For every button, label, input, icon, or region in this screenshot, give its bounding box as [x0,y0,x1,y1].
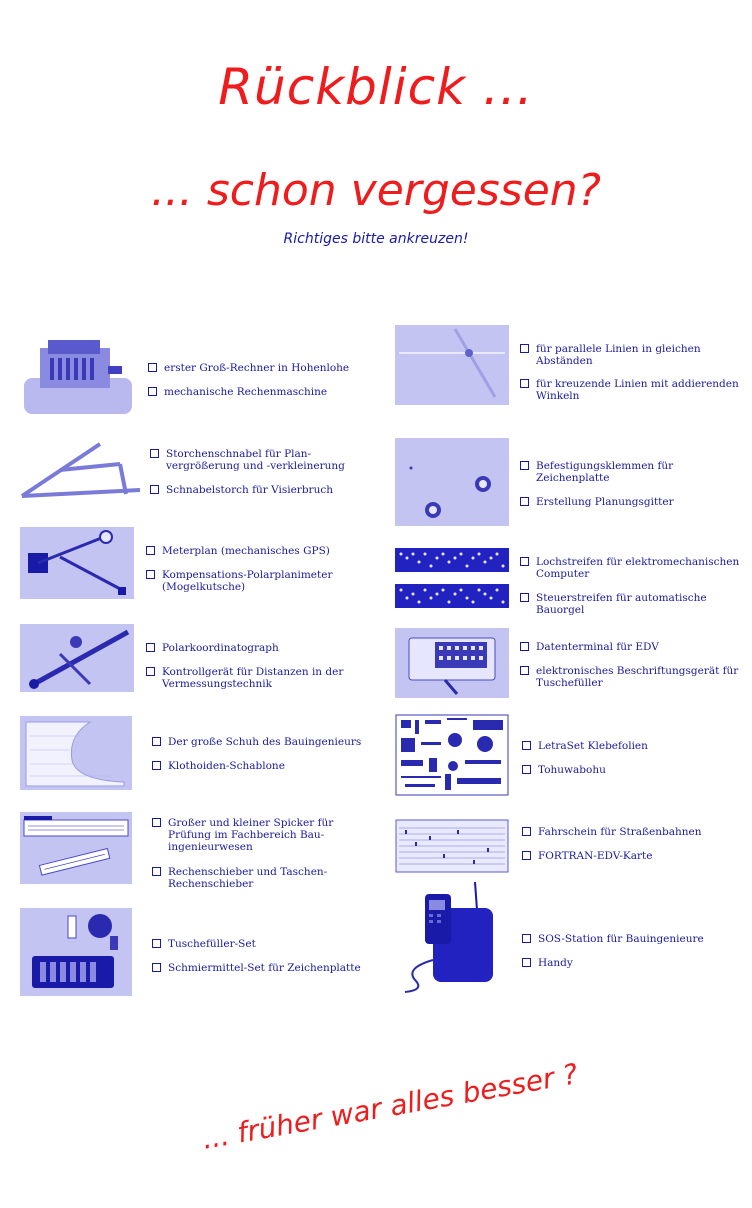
letraset-image [395,714,509,796]
option-item[interactable]: Klothoiden-Schablone [152,760,378,772]
option-item[interactable]: Fahrschein für Straßenbahnen [522,826,750,838]
checkbox[interactable] [522,765,531,774]
option-item[interactable]: FORTRAN-EDV-Karte [522,850,750,862]
option-item[interactable]: Lochstreifen für elektromechanischen Computer [520,556,752,580]
instruction-text: Richtiges bitte ankreuzen! [283,231,469,247]
handy-image [395,880,509,998]
datenterminal-image [395,628,509,698]
option-item[interactable]: Kontrollgerät für Distanzen in der Vermessungstechnik [146,666,372,690]
option-item[interactable]: Steuerstreifen für automatische Bauorgel [520,592,752,616]
parallel-lineal-image [395,325,509,405]
checkbox[interactable] [152,867,161,876]
checkbox[interactable] [520,557,529,566]
storchenschnabel-image [20,440,142,500]
option-item[interactable]: Tuschefüller-Set [152,938,378,950]
checkbox[interactable] [150,485,159,494]
option-item[interactable]: mechanische Rechenmaschine [148,386,374,398]
option-item[interactable]: Meterplan (mechanisches GPS) [146,545,372,557]
option-item[interactable]: Erstellung Planungsgitter [520,496,748,508]
option-item[interactable]: für parallele Linien in gleichen Abständen [520,343,748,367]
checkbox[interactable] [522,958,531,967]
option-item[interactable]: Tohuwabohu [522,764,750,776]
checkbox[interactable] [520,344,529,353]
option-item[interactable]: Großer und kleiner Spicker für Prüfung im Fachbereich Bau-ingenieurwesen [152,817,368,853]
checkbox[interactable] [152,737,161,746]
checkbox[interactable] [522,851,531,860]
checkbox[interactable] [146,546,155,555]
option-item[interactable]: LetraSet Klebefolien [522,740,750,752]
option-item[interactable]: Datenterminal für EDV [520,641,748,653]
checkbox[interactable] [522,934,531,943]
zeichenplatte-image [395,438,509,526]
page-subtitle: ... schon vergessen? [150,165,602,216]
option-item[interactable]: Der große Schuh des Bauingenieurs [152,736,378,748]
koordinatograph-image [20,624,134,692]
option-item[interactable]: Befestigungsklemmen für Zeichenplatte [520,460,748,484]
option-item[interactable]: Kompensations-Polarplanimeter (Mogelkutsche) [146,569,372,593]
footer-slogan: ... früher war alles besser ? [199,1057,581,1156]
checkbox[interactable] [152,963,161,972]
lochkarte-image [395,818,509,874]
planimeter-image [20,527,134,599]
checkbox[interactable] [520,497,529,506]
checkbox[interactable] [520,593,529,602]
rechenmaschine-image [20,330,138,422]
checkbox[interactable] [522,741,531,750]
tuschefueller-image [20,908,132,996]
option-item[interactable]: elektronisches Beschriftungsgerät für Tuschefüller [520,665,748,689]
option-item[interactable]: Handy [522,957,750,969]
checkbox[interactable] [152,818,161,827]
lochstreifen-image [395,548,509,608]
checkbox[interactable] [148,387,157,396]
rechenschieber-image [20,812,132,884]
checkbox[interactable] [520,379,529,388]
checkbox[interactable] [520,461,529,470]
option-item[interactable]: Rechenschieber und Taschen-Rechenschieber [152,866,368,890]
checkbox[interactable] [150,449,159,458]
option-item[interactable]: für kreuzende Linien mit addierenden Winkeln [520,378,748,402]
page-title: Rückblick ... [218,58,534,116]
checkbox[interactable] [146,667,155,676]
option-item[interactable]: Schmiermittel-Set für Zeichenplatte [152,962,378,974]
checkbox[interactable] [148,363,157,372]
checkbox[interactable] [520,666,529,675]
checkbox[interactable] [520,642,529,651]
option-item[interactable]: Schnabelstorch für Visierbruch [150,484,366,496]
klothoide-image [20,716,132,790]
option-item[interactable]: erster Groß-Rechner in Hohenlohe [148,362,374,374]
checkbox[interactable] [152,761,161,770]
option-item[interactable]: Storchenschnabel für Plan-vergrößerung und -verkleinerung [150,448,366,472]
option-item[interactable]: SOS-Station für Bauingenieure [522,933,750,945]
checkbox[interactable] [146,643,155,652]
checkbox[interactable] [146,570,155,579]
option-item[interactable]: Polarkoordinatograph [146,642,372,654]
checkbox[interactable] [522,827,531,836]
checkbox[interactable] [152,939,161,948]
